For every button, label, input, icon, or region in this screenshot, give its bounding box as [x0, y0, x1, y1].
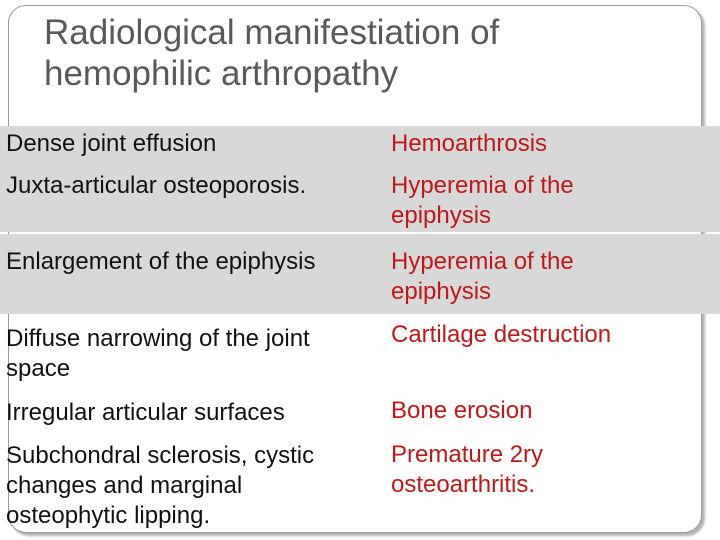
- cause-premature-osteoarthritis: [391, 440, 711, 500]
- finding-diffuse-narrowing-line-2: space: [6, 355, 71, 382]
- cause-hyperemia-1-line-2: epiphysis: [391, 202, 492, 229]
- finding-enlargement-epiphysis: Enlargement of the epiphysis: [6, 248, 316, 275]
- finding-subchondral-sclerosis: [6, 441, 386, 531]
- finding-subchondral-line-1: Subchondral sclerosis, cystic: [6, 442, 315, 469]
- title-line-1: Radiological manifestiation of: [44, 13, 500, 52]
- finding-diffuse-narrowing-line-1: Diffuse narrowing of the joint: [6, 325, 310, 352]
- cause-bone-erosion: Bone erosion: [391, 397, 533, 424]
- cause-hyperemia-1-line-1: Hyperemia of the: [391, 172, 574, 199]
- cause-premature-line-1: Premature 2ry: [391, 441, 544, 468]
- cause-premature-line-2: osteoarthritis.: [391, 471, 536, 498]
- finding-subchondral-line-3: osteophytic lipping.: [6, 502, 211, 529]
- cause-hemoarthrosis: Hemoarthrosis: [391, 130, 548, 157]
- finding-subchondral-line-2: changes and marginal: [6, 472, 243, 499]
- finding-juxta-articular-osteoporosis: Juxta-articular osteoporosis.: [6, 172, 307, 199]
- title-line-2: hemophilic arthropathy: [44, 54, 399, 93]
- slide-title: [44, 12, 664, 94]
- finding-diffuse-narrowing: [6, 324, 386, 384]
- cause-hyperemia-2-line-2: epiphysis: [391, 278, 492, 305]
- cause-hyperemia-1: [391, 171, 711, 231]
- finding-irregular-surfaces: Irregular articular surfaces: [6, 399, 285, 426]
- finding-dense-joint-effusion: Dense joint effusion: [6, 130, 217, 157]
- cause-hyperemia-2-line-1: Hyperemia of the: [391, 248, 574, 275]
- cause-cartilage-destruction: Cartilage destruction: [391, 321, 612, 348]
- cause-hyperemia-2: [391, 247, 711, 307]
